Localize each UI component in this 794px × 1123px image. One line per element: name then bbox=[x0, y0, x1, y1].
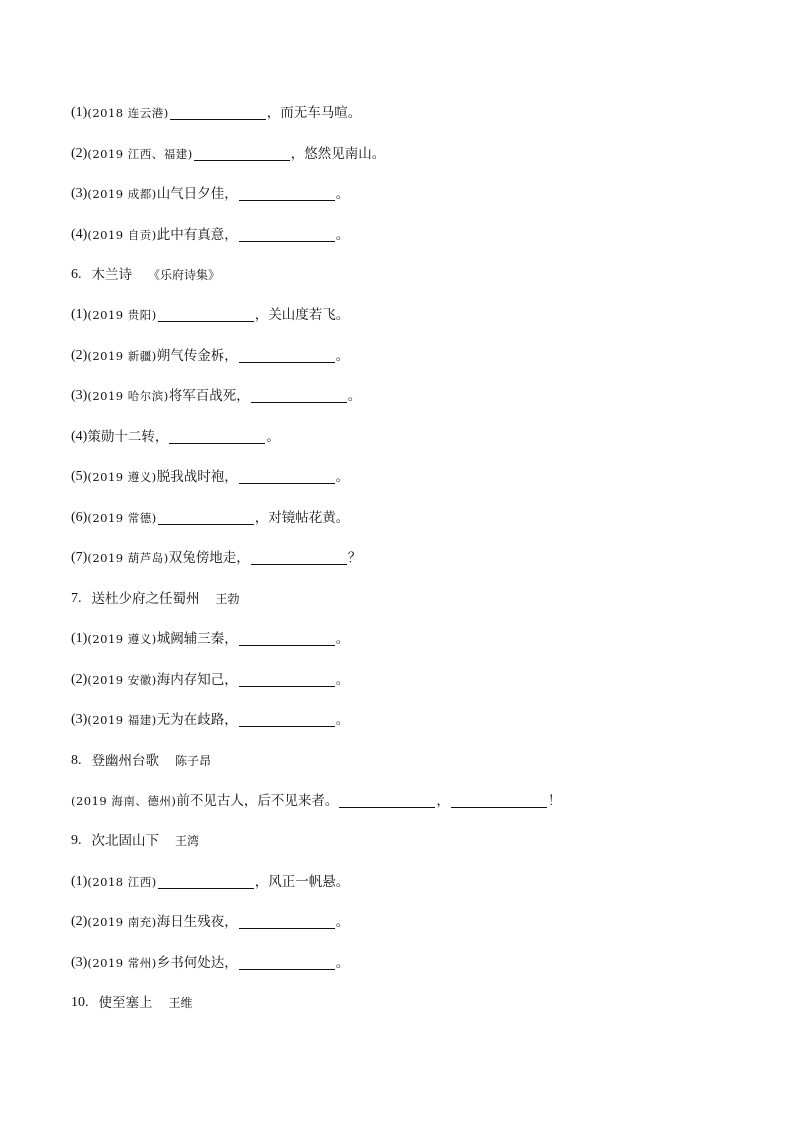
item-number: (2) bbox=[71, 348, 88, 363]
question-line bbox=[71, 462, 349, 486]
source-tag: (2019 福建) bbox=[87, 713, 157, 727]
verse-punctuation: ， bbox=[436, 793, 450, 809]
verse-punctuation: 。 bbox=[335, 672, 350, 688]
question-line bbox=[71, 907, 349, 931]
question-line bbox=[71, 948, 349, 972]
answer-blank[interactable] bbox=[158, 510, 254, 525]
verse-text: 乡书何处达， bbox=[156, 955, 238, 971]
verse-text: 海日生残夜， bbox=[156, 914, 238, 930]
answer-blank[interactable] bbox=[169, 429, 265, 444]
poem-author: 王维 bbox=[168, 996, 193, 1010]
item-number: (3) bbox=[71, 712, 88, 727]
item-number: (3) bbox=[71, 955, 88, 970]
question-line bbox=[71, 624, 349, 648]
verse-punctuation: ！ bbox=[547, 793, 562, 809]
answer-blank[interactable] bbox=[339, 793, 435, 808]
verse-punctuation: 。 bbox=[335, 631, 350, 647]
verse-punctuation: 。 bbox=[335, 914, 350, 930]
verse-text: ，悠然见南山。 bbox=[290, 146, 386, 162]
item-number: (2) bbox=[71, 914, 88, 929]
item-number: (1) bbox=[71, 874, 88, 889]
verse-text: 策勋十二转， bbox=[87, 429, 169, 445]
verse-punctuation: 。 bbox=[335, 469, 350, 485]
answer-blank[interactable] bbox=[170, 105, 266, 120]
answer-blank[interactable] bbox=[239, 186, 335, 201]
answer-blank[interactable] bbox=[251, 550, 347, 565]
source-tag: (2019 成都) bbox=[87, 187, 157, 201]
verse-text: 无为在歧路， bbox=[156, 712, 238, 728]
source-tag: (2019 常德) bbox=[87, 511, 157, 525]
answer-blank[interactable] bbox=[239, 914, 335, 929]
question-line bbox=[71, 543, 361, 567]
question-line bbox=[71, 665, 349, 689]
answer-blank[interactable] bbox=[239, 631, 335, 646]
item-number: (2) bbox=[71, 146, 88, 161]
section-heading bbox=[71, 826, 199, 850]
verse-text: ，关山度若飞。 bbox=[254, 307, 350, 323]
question-line bbox=[71, 503, 349, 527]
source-tag: (2019 南充) bbox=[87, 915, 157, 929]
question-line bbox=[71, 220, 349, 244]
poem-title: 木兰诗 bbox=[91, 267, 132, 283]
source-tag: (2019 自贡) bbox=[87, 228, 157, 242]
item-number: (1) bbox=[71, 631, 88, 646]
source-tag: (2019 安徽) bbox=[87, 673, 157, 687]
source-tag: (2019 江西、福建) bbox=[87, 147, 193, 161]
poem-author: 王湾 bbox=[175, 834, 200, 848]
question-line bbox=[71, 98, 361, 122]
source-tag: (2019 葫芦岛) bbox=[87, 551, 169, 565]
source-tag: (2019 海南、德州) bbox=[71, 794, 177, 808]
question-line bbox=[71, 300, 349, 324]
item-number: (4) bbox=[71, 429, 88, 444]
verse-text: 脱我战时袍， bbox=[156, 469, 238, 485]
question-line bbox=[71, 179, 349, 203]
verse-punctuation: 。 bbox=[335, 348, 350, 364]
source-tag: (2019 常州) bbox=[87, 956, 157, 970]
source-tag: (2019 遵义) bbox=[87, 470, 157, 484]
verse-punctuation: 。 bbox=[335, 186, 350, 202]
poem-author: 王勃 bbox=[215, 592, 240, 606]
answer-blank[interactable] bbox=[239, 672, 335, 687]
section-number: 10. bbox=[71, 995, 89, 1010]
source-tag: (2019 新疆) bbox=[87, 349, 157, 363]
question-line bbox=[71, 867, 349, 891]
item-number: (3) bbox=[71, 388, 88, 403]
answer-blank[interactable] bbox=[239, 955, 335, 970]
answer-blank[interactable] bbox=[158, 874, 254, 889]
section-number: 8. bbox=[71, 753, 82, 768]
item-number: (3) bbox=[71, 186, 88, 201]
poem-author: 《乐府诗集》 bbox=[148, 268, 221, 282]
section-heading bbox=[71, 746, 211, 770]
source-tag: (2019 哈尔滨) bbox=[87, 389, 169, 403]
question-line bbox=[71, 422, 280, 446]
item-number: (4) bbox=[71, 227, 88, 242]
verse-text: 朔气传金柝， bbox=[156, 348, 238, 364]
source-tag: (2019 遵义) bbox=[87, 632, 157, 646]
verse-text: 海内存知己， bbox=[156, 672, 238, 688]
poem-title: 送杜少府之任蜀州 bbox=[91, 591, 200, 607]
question-line bbox=[71, 381, 361, 405]
verse-punctuation: 。 bbox=[335, 227, 350, 243]
answer-blank[interactable] bbox=[239, 227, 335, 242]
question-line bbox=[71, 139, 385, 163]
poem-title: 登幽州台歌 bbox=[91, 753, 159, 769]
source-tag: (2018 连云港) bbox=[87, 106, 169, 120]
section-number: 6. bbox=[71, 267, 82, 282]
question-line bbox=[71, 705, 349, 729]
verse-text: ，对镜帖花黄。 bbox=[254, 510, 350, 526]
answer-blank[interactable] bbox=[239, 469, 335, 484]
answer-blank[interactable] bbox=[451, 793, 547, 808]
answer-blank[interactable] bbox=[239, 348, 335, 363]
verse-text: ，而无车马喧。 bbox=[266, 105, 362, 121]
section-number: 9. bbox=[71, 833, 82, 848]
source-tag: (2018 江西) bbox=[87, 875, 157, 889]
item-number: (2) bbox=[71, 672, 88, 687]
answer-blank[interactable] bbox=[251, 388, 347, 403]
verse-text: 前不见古人，后不见来者。 bbox=[176, 793, 339, 809]
answer-blank[interactable] bbox=[194, 146, 290, 161]
section-number: 7. bbox=[71, 591, 82, 606]
item-number: (6) bbox=[71, 510, 88, 525]
source-tag: (2019 贵阳) bbox=[87, 308, 157, 322]
answer-blank[interactable] bbox=[158, 307, 254, 322]
item-number: (7) bbox=[71, 550, 88, 565]
verse-text: 此中有真意， bbox=[156, 227, 238, 243]
verse-punctuation: 。 bbox=[335, 712, 350, 728]
verse-text: 将军百战死， bbox=[168, 388, 250, 404]
section-heading bbox=[71, 584, 240, 608]
verse-text: 城阙辅三秦， bbox=[156, 631, 238, 647]
item-number: (5) bbox=[71, 469, 88, 484]
question-line bbox=[71, 341, 349, 365]
section-heading bbox=[71, 260, 220, 284]
section-heading bbox=[71, 988, 193, 1012]
verse-text: ，风正一帆悬。 bbox=[254, 874, 350, 890]
question-line bbox=[71, 786, 561, 810]
item-number: (1) bbox=[71, 105, 88, 120]
verse-punctuation: ？ bbox=[347, 550, 362, 566]
poem-title: 使至塞上 bbox=[98, 995, 153, 1011]
answer-blank[interactable] bbox=[239, 712, 335, 727]
verse-text: 山气日夕佳， bbox=[156, 186, 238, 202]
verse-punctuation: 。 bbox=[347, 388, 362, 404]
verse-punctuation: 。 bbox=[335, 955, 350, 971]
verse-punctuation: 。 bbox=[266, 429, 280, 445]
item-number: (1) bbox=[71, 307, 88, 322]
verse-text: 双兔傍地走， bbox=[168, 550, 250, 566]
poem-author: 陈子昂 bbox=[175, 754, 212, 768]
poem-title: 次北固山下 bbox=[91, 833, 159, 849]
